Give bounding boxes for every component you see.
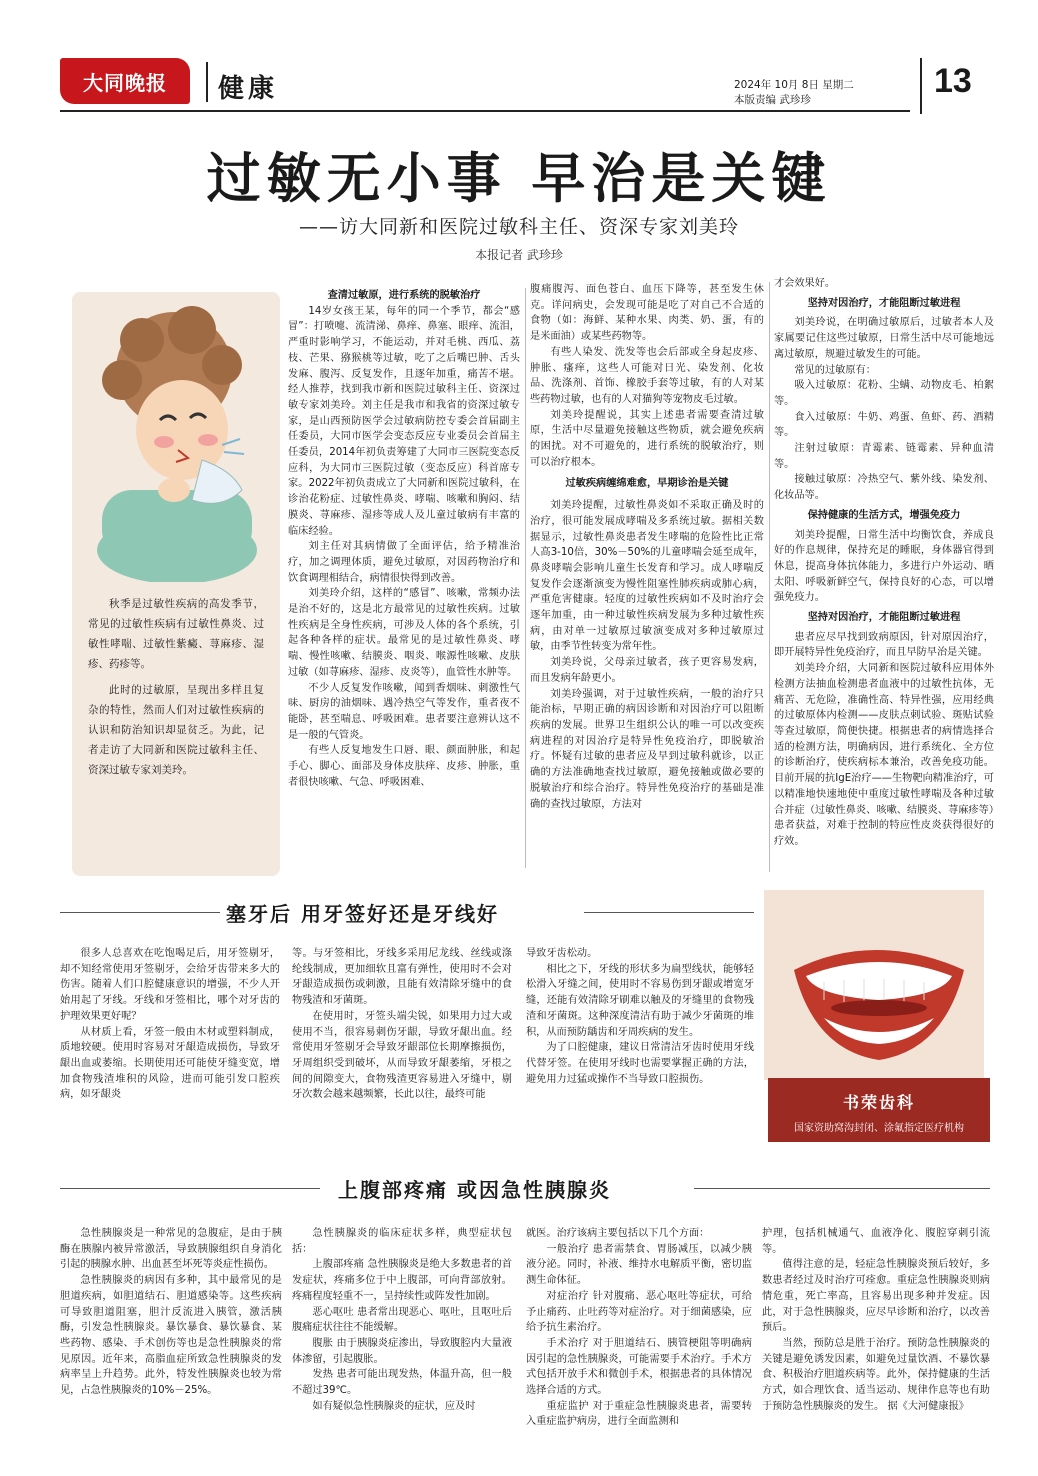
column-rule xyxy=(769,282,770,872)
tooth-paragraph: 等。与牙签相比，牙线多采用尼龙线、丝线或涤纶线制成，更加细软且富有弹性，使用时不会对牙龈造成损伤或刺激，且能有效清除牙缝中的食物残渣和牙菌斑。 xyxy=(292,948,512,1007)
tooth-article-title: 塞牙后 用牙签好还是牙线好 xyxy=(226,902,499,926)
lead-subtitle: 过敏疾病缠绵难愈，早期诊治是关键 xyxy=(565,478,729,490)
tooth-paragraph: 在使用时，牙签头端尖锐，如果用力过大或使用不当，很容易刺伤牙龈，导致牙龈出血。经常使用牙签剔牙会导致牙龈部位长期摩擦损伤，牙周组织受到破坏，从而导致牙龈萎缩，牙根之间的间隙变大，食物残渣更容易进入牙缝中，剔牙次数会越来越频繁，长此以往，最终可能 xyxy=(292,1010,512,1101)
clinic-advertisement[interactable] xyxy=(768,1078,990,1142)
lead-paragraph: 刘美玲说，在明确过敏原后，过敏者本人及家属要记住这些过敏原，日常生活中尽可能地远离过敏原，规避过敏发生的可能。 xyxy=(774,317,994,360)
tooth-paragraph: 很多人总喜欢在吃饱喝足后，用牙签剔牙，却不知经常使用牙签剔牙，会给牙齿带来多大的伤害。随着人们口腔健康意识的增强，不少人开始用起了牙线。牙线和牙签相比，哪个对牙齿的护理效果更好呢？ xyxy=(60,948,280,1022)
pancreatitis-paragraph: 当然，预防总是胜于治疗。预防急性胰腺炎的关键是避免诱发因素，如避免过量饮酒、不暴饮暴食、积极治疗胆道疾病等。此外，保持健康的生活方式，如合理饮食、适当运动、规律作息等也有助于预防急性胰腺炎的发生。 据《大河健康报》 xyxy=(762,1337,990,1412)
lead-subtitle: 坚持对因治疗，才能阻断过敏进程 xyxy=(807,297,961,309)
pancreatitis-paragraph: 如有疑似急性胰腺炎的症状，应及时 xyxy=(312,1400,476,1412)
section-rule xyxy=(584,912,754,913)
pancreatitis-paragraph: 急性胰腺炎是一种常见的急腹症，是由于胰酶在胰腺内被异常激活，导致胰腺组织自身消化引起的胰腺水肿、出血甚至坏死等炎症性损伤。 xyxy=(60,1228,282,1271)
tooth-paragraph: 相比之下，牙线的形状多为扁型线状，能够轻松滑入牙缝之间，使用时不容易伤到牙龈或增宽牙缝，还能有效清除牙刷难以触及的牙缝里的食物残渣和牙菌斑。这种深度清洁有助于减少牙菌斑的堆积，从而预防龋齿和牙周疾病的发生。 xyxy=(526,963,754,1038)
lead-paragraph: 常见的过敏原有： xyxy=(794,364,876,376)
dateline xyxy=(734,78,854,108)
tooth-column-3 xyxy=(526,946,754,1087)
pancreatitis-paragraph: 恶心呕吐 患者常出现恶心、呕吐，且呕吐后腹痛症状往往不能缓解。 xyxy=(292,1306,512,1334)
lead-headline: 过敏无小事 早治是关键 xyxy=(206,147,832,210)
lead-paragraph: 刘美玲提醒说，其实上述患者需要查清过敏原，生活中尽量避免接触这些物质，就会避免疾病的困扰。对不可避免的，进行系统的脱敏治疗，则可以治疗根本。 xyxy=(530,409,764,468)
lead-paragraph: 刘美玲强调，对于过敏性疾病，一般的治疗只能治标，早期正确的病因诊断和对因治疗可以阻断疾病的发展。世界卫生组织公认的唯一可以改变疾病进程的对因治疗是特异性免疫治疗，即脱敏治疗。怀疑有过敏的患者应及早到过敏科就诊，以正确的方法准确地查找过敏原，避免接触或做必要的脱敏治疗和综合治疗。特异性免疫治疗的基础是准确的查找过敏原，方法对 xyxy=(530,688,764,810)
clinic-name: 书荣齿科 xyxy=(842,1093,915,1112)
pancreatitis-paragraph: 护理，包括机械通气、血液净化、腹腔穿刺引流等。 xyxy=(762,1228,990,1255)
lead-paragraph: 有些人反复地发生口唇、眼、颜面肿胀，和起手心、脚心、面部及身体皮肤痒、皮疹、肿胀，重者很快咳嗽、气急、呼吸困难、 xyxy=(288,745,520,788)
lead-subtitle: 查清过敏原，进行系统的脱敏治疗 xyxy=(327,290,481,301)
pancreatitis-column-4 xyxy=(762,1226,990,1414)
tooth-paragraph: 从材质上看，牙签一般由木材或塑料制成，质地较硬。使用时容易对牙龈造成损伤，导致牙龈出血或萎缩。长期使用还可能使牙缝变宽，增加食物残渣堆积的风险，进而可能引发口腔疾病，如牙龈炎 xyxy=(60,1026,280,1101)
smile-photo xyxy=(764,890,984,1080)
lead-paragraph: 吸入过敏原：花粉、尘螨、动物皮毛、柏絮等。 xyxy=(774,380,994,407)
pancreatitis-column-3 xyxy=(526,1226,752,1430)
tooth-paragraph: 为了口腔健康，建议日常清洁牙齿时使用牙线代替牙签。在使用牙线时也需要掌握正确的方法，避免用力过猛或操作不当导致口腔损伤。 xyxy=(526,1042,754,1085)
pancreatitis-paragraph: 上腹部疼痛 急性胰腺炎是绝大多数患者的首发症状，疼痛多位于中上腹部，可向背部放射。疼痛程度轻重不一，呈持续性或阵发性加剧。 xyxy=(292,1259,512,1302)
sneezing-woman-illustration xyxy=(82,300,272,582)
lead-paragraph: 腹痛腹泻、面色苍白、血压下降等，甚至发生休克。详问病史，会发现可能是吃了对自己不合适的食物（如：海鲜、某种水果、肉类、奶、蛋，有的是米面油）或某些药物等。 xyxy=(530,284,764,343)
lead-paragraph: 不少人反复发作咳嗽，闻到香烟味、刺激性气味、厨房的油烟味、遇冷热空气等发作，重者夜不能卧，甚至喘息、呼吸困难。患者要注意辨认这不是一般的气管炎。 xyxy=(288,682,520,741)
pancreatitis-paragraph: 急性胰腺炎的病因有多种，其中最常见的是胆道疾病，如胆道结石、胆道感染等。这些疾病可导致胆道阻塞，胆汁反流进入胰管，激活胰酶，引发急性胰腺炎。暴饮暴食、暴饮暴食、某些药物、感染、手术创伤等也是急性胰腺炎的常见原因。近年来，高脂血症所致急性胰腺炎的发病率呈上升趋势。此外，特发性胰腺炎也较为常见，占急性胰腺炎的10%－25%。 xyxy=(60,1275,282,1397)
section-rule xyxy=(60,912,220,913)
tooth-column-2 xyxy=(292,946,512,1103)
lead-paragraph: 刘美玲介绍，这样的“感冒”、咳嗽，常频办法是治不好的，这是北方最常见的过敏性疾病。过敏性疾病是全身性疾病，可涉及人体的各个系统，引起各种各样的症状。最常见的是过敏性鼻炎、哮喘、慢性咳嗽、结膜炎、咽炎、喉源性咳嗽、皮肤过敏（如荨麻疹、湿疹、皮炎等），血管性水肿等。 xyxy=(288,588,520,678)
section-rule xyxy=(60,1188,320,1189)
clinic-description: 国家资助窝沟封闭、涂氟指定医疗机构 xyxy=(794,1123,964,1134)
pancreatitis-paragraph: 就医。治疗该病主要包括以下几个方面： xyxy=(526,1228,710,1239)
pancreatitis-article-title: 上腹部疼痛 或因急性胰腺炎 xyxy=(338,1178,611,1202)
newspaper-logo[interactable]: 大同晚报 xyxy=(60,58,190,104)
intro-text xyxy=(88,594,264,780)
section-rule xyxy=(694,1188,990,1189)
page-number: 13 xyxy=(934,62,972,100)
pancreatitis-paragraph: 发热 患者可能出现发热，体温升高，但一般不超过39℃。 xyxy=(292,1369,512,1397)
pancreatitis-paragraph: 一般治疗 患者需禁食、胃肠减压，以减少胰液分泌。同时，补液、维持水电解质平衡，密切监测生命体征。 xyxy=(526,1243,752,1287)
lead-column-3 xyxy=(774,276,994,850)
lead-byline: 本报记者 武珍珍 xyxy=(475,248,563,262)
page-editor: 本版责编 武珍珍 xyxy=(734,94,811,106)
lead-paragraph: 刘美玲说，父母亲过敏者，孩子更容易发病，而且发病年龄更小。 xyxy=(530,657,764,684)
lead-column-1 xyxy=(288,288,520,791)
lead-paragraph: 刘美玲提醒，日常生活中均衡饮食，养成良好的作息规律，保持充足的睡眠，身体器官得到休息，提高身体抗体能力，多进行户外运动、晒太阳、呼吸新鲜空气，保持良好的心态，可以增强免疫力。 xyxy=(774,529,994,604)
masthead-rule xyxy=(60,110,910,112)
tooth-paragraph: 导致牙齿松动。 xyxy=(526,948,598,959)
column-rule xyxy=(525,288,526,868)
pancreatitis-paragraph: 对症治疗 针对腹痛、恶心呕吐等症状，可给予止痛药、止吐药等对症治疗。对于细菌感染，应给予抗生素治疗。 xyxy=(526,1290,752,1334)
masthead-divider xyxy=(206,62,208,102)
lead-paragraph: 接触过敏原：冷热空气、紫外线、染发剂、化妆品等。 xyxy=(774,474,994,502)
pancreatitis-column-2 xyxy=(292,1226,512,1414)
section-label: 健康 xyxy=(218,74,279,104)
lead-paragraph: 刘主任对其病情做了全面评估，给予精准治疗，加之调理体质，避免过敏原，对因药物治疗和饮食调理相结合，病情很快得到改善。 xyxy=(288,541,520,584)
lead-paragraph: 患者应尽早找到致病原因，针对原因治疗，即开展特异性免疫治疗，而且早防早治是关键。 xyxy=(774,631,994,659)
lead-paragraph: 注射过敏原：青霉素、链霉素、异种血清等。 xyxy=(774,443,994,470)
tooth-column-1 xyxy=(60,946,280,1103)
lead-paragraph: 14岁女孩王某，每年的同一个季节，都会“感冒”：打喷嚏、流清涕、鼻痒、鼻塞、眼痒、流泪，严重时影响学习，不能运动，并对毛桃、西瓜、荔枝、芒果、猕猴桃等过敏，吃了之后嘴巴肿、舌头发麻、腹泻、反复发作，且逐年加重，痛苦不堪。经人推荐，找到我市新和医院过敏科主任、资深过敏专家刘美玲。刘主任是我市和我省的资深过敏专家，是山西预防医学会过敏病防控专委会首届副主任委员，大同市医学会变态反应专业委员会首届主任委员，2014年初负责筹建了大同市三医院变态反应科，为大同市三医院过敏（变态反应）科首席专家。2022年初负责成立了大同新和医院过敏科，在诊治花粉症、过敏性鼻炎、哮喘、咳嗽和胸闷、结膜炎、荨麻疹、湿疹等成人及儿童过敏病有丰富的临床经验。 xyxy=(288,305,520,537)
lead-subhead: ——访大同新和医院过敏科主任、资深专家刘美玲 xyxy=(298,216,739,238)
pancreatitis-column-1 xyxy=(60,1226,282,1399)
pancreatitis-paragraph: 值得注意的是，轻症急性胰腺炎预后较好，多数患者经过及时治疗可痊愈。重症急性胰腺炎则病情危重，死亡率高，且容易出现多种并发症。因此，对于急性胰腺炎，应尽早诊断和治疗，以改善预后。 xyxy=(762,1259,990,1334)
masthead xyxy=(60,58,990,114)
lead-subtitle: 保持健康的生活方式，增强免疫力 xyxy=(807,509,961,521)
page-number-divider xyxy=(920,58,922,114)
lead-paragraph: 刘美玲介绍，大同新和医院过敏科应用体外检测方法抽血检测患者血液中的过敏性抗体，无痛苦、无危险，准确性高、特异性强，应用经典的过敏原体内检测——皮肤点刺试验、斑贴试验等查过敏原，简便快捷。根据患者的病情选择合适的检测方法，明确病因，进行系统化、全方位的诊断治疗，使疾病标本兼治，改善免疫功能。目前开展的抗IgE治疗——生物靶向精准治疗，可以精准地快速地使中重度过敏性哮喘及各种过敏合并症（过敏性鼻炎、咳嗽、结膜炎、荨麻疹等）患者获益，对难于控制的特应性皮炎获得很好的疗效。 xyxy=(774,663,994,847)
pancreatitis-paragraph: 手术治疗 对于胆道结石、胰管梗阻等明确病因引起的急性胰腺炎，可能需要手术治疗。手术方式包括开放手术和微创手术，根据患者的具体情况选择合适的方式。 xyxy=(526,1337,752,1397)
pancreatitis-paragraph: 腹胀 由于胰腺炎症渗出，导致腹腔内大量液体渗留，引起腹胀。 xyxy=(292,1337,512,1365)
pancreatitis-paragraph: 重症监护 对于重症急性胰腺炎患者，需要转入重症监护病房，进行全面监测和 xyxy=(526,1400,752,1428)
lead-paragraph: 刘美玲提醒，过敏性鼻炎如不采取正确及时的治疗，很可能发展成哮喘及多系统过敏。据相关数据显示，过敏性鼻炎患者发生哮喘的危险性比正常人高3-10倍，30%－50%的儿童哮喘会延至成年，鼻炎哮喘会影响儿童生长发育和学习。成人哮喘反复发作会逐渐演变为慢性阻塞性肺疾病或肺心病，严重危害健康。轻度的过敏性疾病如不及时治疗会逐年加重，由一种过敏性疾病发展为多种过敏性疾病，由对单一过敏原过敏演变成对多种过敏原过敏，由季节性转变为常年性。 xyxy=(530,500,764,653)
intro-paragraph: 此时的过敏原，呈现出多样且复杂的特性，然而人们对过敏性疾病的认识和防治知识却显贫乏。为此，记者走访了大同新和医院过敏科主任、资深过敏专家刘美玲。 xyxy=(88,684,264,776)
lead-subtitle: 坚持对因治疗，才能阻断过敏进程 xyxy=(807,612,961,624)
intro-paragraph: 秋季是过敏性疾病的高发季节，常见的过敏性疾病有过敏性鼻炎、过敏性哮喘、过敏性紫癜、荨麻疹、湿疹、药疹等。 xyxy=(88,598,264,670)
pancreatitis-paragraph: 急性胰腺炎的临床症状多样，典型症状包括： xyxy=(292,1228,512,1255)
lead-column-2 xyxy=(530,282,764,812)
lead-paragraph: 有些人染发、洗发等也会后部或全身起皮疹、肿胀、瘙痒，这些人可能对日光、染发剂、化妆品、洗涤剂、首饰、橡胶手套等过敏，有的人对某些药物过敏，也有的人对猫狗等宠物皮毛过敏。 xyxy=(530,346,764,405)
issue-date: 2024年 10月 8日 星期二 xyxy=(734,79,854,91)
lead-paragraph: 才会效果好。 xyxy=(774,278,836,289)
lead-paragraph: 食入过敏原：牛奶、鸡蛋、鱼虾、药、酒精等。 xyxy=(774,411,994,439)
